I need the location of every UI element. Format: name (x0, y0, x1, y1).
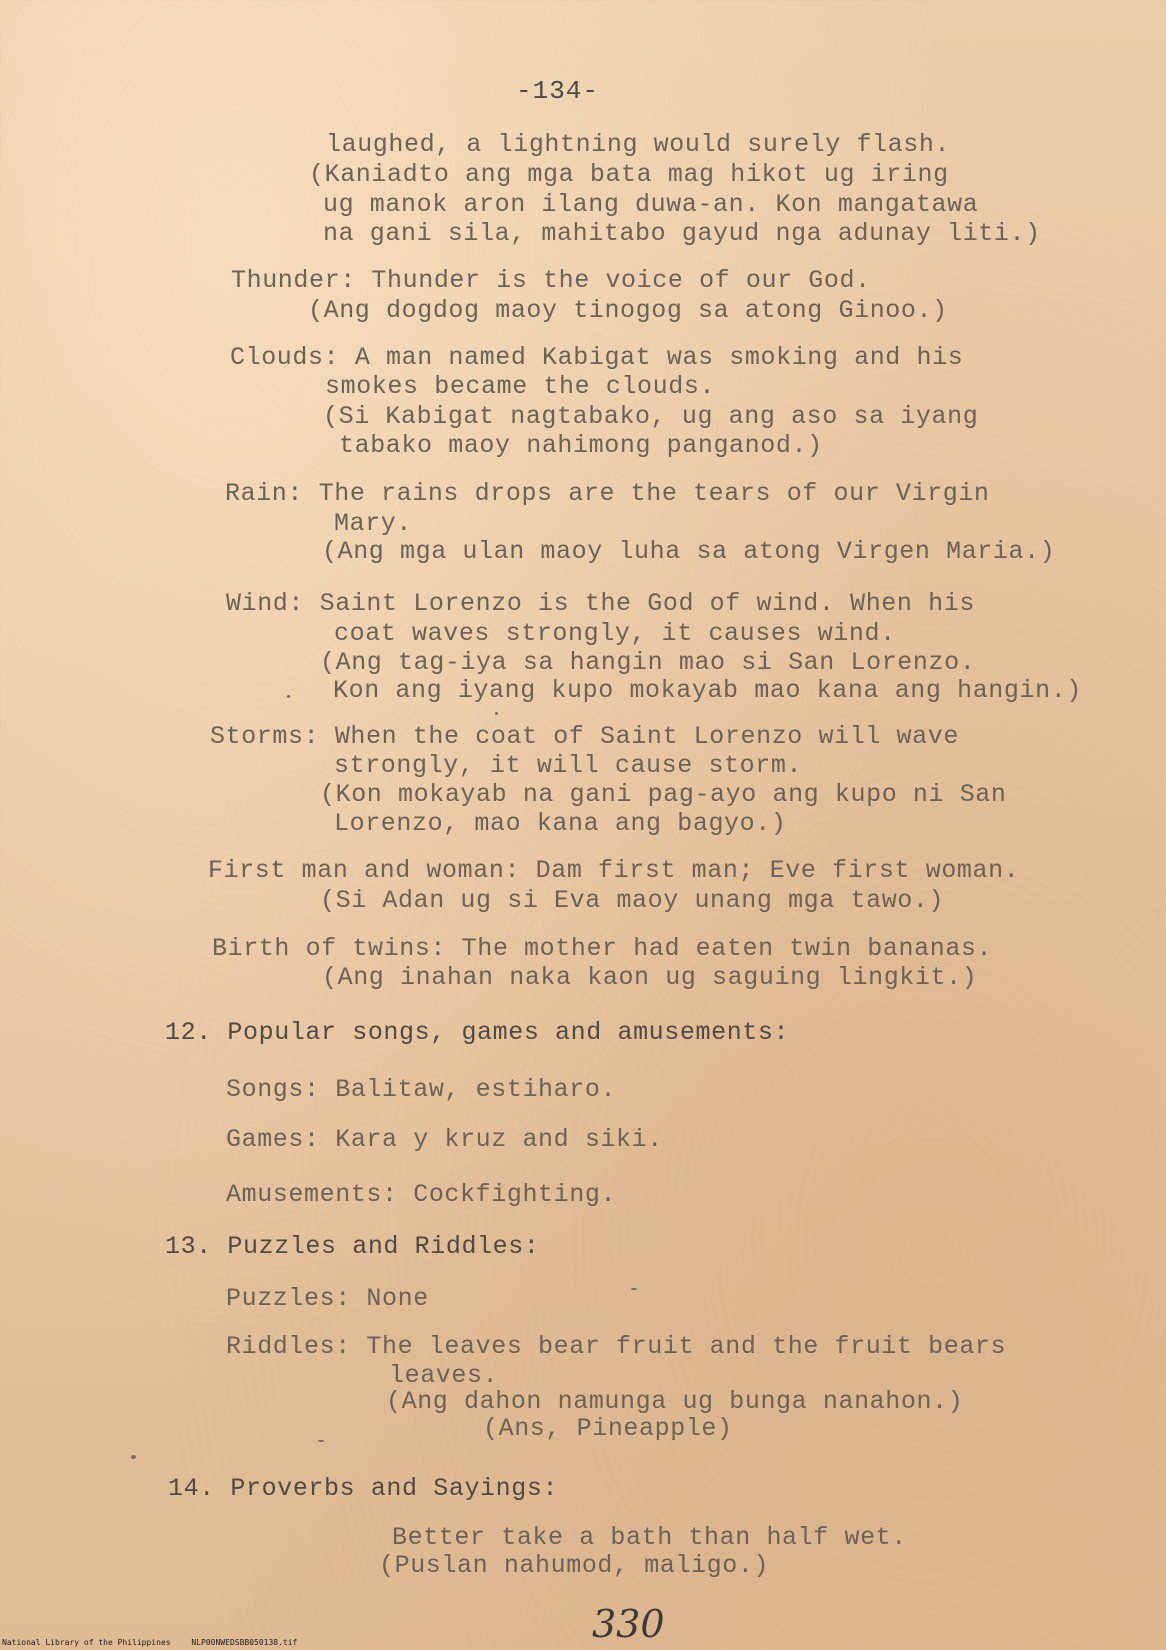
text-line: Lorenzo, mao kana ang bagyo.) (334, 809, 787, 838)
text-line: laughed, a lightning would surely flash. (326, 130, 951, 159)
text-line: (Kon mokayab na gani pag-ayo ang kupo ni San (320, 780, 1007, 809)
text-line: Birth of twins: The mother had eaten twin bananas. (212, 934, 993, 963)
paper-speck (287, 695, 290, 698)
text-line: strongly, it will cause storm. (334, 751, 803, 780)
text-line: smokes became the clouds. (325, 372, 716, 401)
text-line: tabako maoy nahimong panganod.) (339, 431, 823, 460)
text-line: Wind: Saint Lorenzo is the God of wind. When his (226, 589, 975, 618)
text-line: Thunder: Thunder is the voice of our God. (231, 266, 871, 295)
text-line: ug manok aron ilang duwa-an. Kon mangatawa (323, 190, 979, 219)
text-line: coat waves strongly, it causes wind. (334, 619, 896, 648)
text-line: Songs: Balitaw, estiharo. (226, 1075, 617, 1104)
paper-speck (631, 1288, 637, 1290)
text-line: (Si Adan ug si Eva maoy unang mga tawo.) (320, 886, 945, 915)
text-line: Riddles: The leaves bear fruit and the fruit bears (226, 1332, 1007, 1361)
paper-speck (318, 1440, 324, 1442)
text-line: Amusements: Cockfighting. (226, 1180, 617, 1209)
section-heading: 14. Proverbs and Sayings: (168, 1474, 559, 1503)
text-line: (Ang tag-iya sa hangin mao si San Lorenzo. (320, 648, 976, 677)
text-line: (Ans, Pineapple) (483, 1414, 733, 1443)
text-line: Better take a bath than half wet. (392, 1523, 907, 1552)
text-line: (Si Kabigat nagtabako, ug ang aso sa iyang (323, 402, 979, 431)
text-line: (Ang dahon namunga ug bunga nanahon.) (386, 1387, 964, 1416)
text-line: (Ang inahan naka kaon ug saguing lingkit.) (322, 963, 978, 992)
page-number: -134- (516, 76, 600, 106)
text-line: First man and woman: Dam first man; Eve first woman. (208, 856, 1020, 885)
text-line: Games: Kara y kruz and siki. (226, 1125, 663, 1154)
text-line: Mary. (334, 509, 413, 538)
text-line: (Puslan nahumod, maligo.) (379, 1551, 770, 1580)
paper-speck (131, 1455, 136, 1459)
handwritten-page-number: 330 (592, 1602, 665, 1646)
text-line: na gani sila, mahitabo gayud nga adunay liti.) (323, 219, 1041, 248)
text-line: Storms: When the coat of Saint Lorenzo will wave (210, 722, 959, 751)
text-line: (Ang dogdog maoy tinogog sa atong Ginoo.) (308, 296, 948, 325)
text-line: (Kaniadto ang mga bata mag hikot ug iring (309, 160, 949, 189)
text-line: Rain: The rains drops are the tears of our Virgin (225, 479, 990, 508)
text-line: (Ang mga ulan maoy luha sa atong Virgen Maria.) (322, 537, 1056, 566)
text-line: leaves. (389, 1361, 499, 1390)
footer-file: NLP00NWEDSBB050138.tif (191, 1638, 298, 1647)
text-line: Puzzles: None (226, 1284, 429, 1313)
paper-speck (495, 712, 498, 715)
text-line: Clouds: A man named Kabigat was smoking and his (230, 343, 964, 372)
footer-library: National Library of the Philippines (2, 1638, 171, 1647)
text-line: Kon ang iyang kupo mokayab mao kana ang hangin.) (333, 676, 1082, 705)
section-heading: 13. Puzzles and Riddles: (165, 1232, 540, 1261)
section-heading: 12. Popular songs, games and amusements: (165, 1018, 790, 1047)
footer-bar (0, 1636, 1166, 1650)
